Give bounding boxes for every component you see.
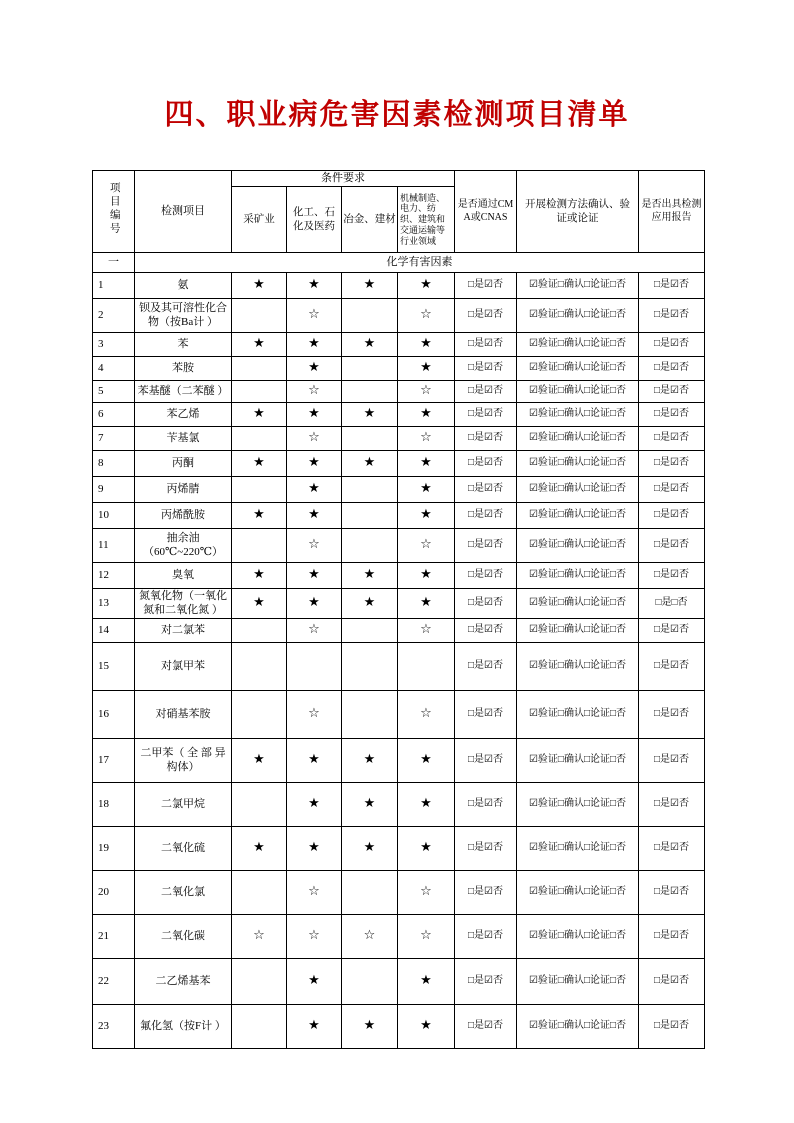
condition-cell-industry-2 — [342, 529, 398, 563]
cma-checkbox-cell[interactable]: □是☑否 — [455, 403, 517, 427]
report-checkbox-cell[interactable]: □是☑否 — [639, 299, 705, 333]
method-checkbox-cell[interactable]: ☑验证□确认□论证□否 — [517, 691, 639, 739]
condition-cell-industry-3: ☆ — [398, 871, 455, 915]
condition-cell-industry-2: ★ — [342, 827, 398, 871]
table-row — [93, 403, 705, 427]
condition-cell-industry-0: ★ — [232, 503, 287, 529]
condition-cell-industry-1: ★ — [287, 827, 342, 871]
condition-cell-industry-1: ☆ — [287, 427, 342, 451]
condition-cell-industry-3: ☆ — [398, 381, 455, 403]
method-checkbox-cell[interactable]: ☑验证□确认□论证□否 — [517, 477, 639, 503]
item-name-cell: 二氧化碳 — [135, 915, 232, 959]
item-name-cell: 氮氧化物（一氧化氮和二氧化氮 ） — [135, 589, 232, 619]
condition-cell-industry-2: ★ — [342, 451, 398, 477]
condition-cell-industry-2 — [342, 643, 398, 691]
report-checkbox-cell[interactable]: □是☑否 — [639, 619, 705, 643]
condition-cell-industry-0: ★ — [232, 827, 287, 871]
condition-cell-industry-2 — [342, 381, 398, 403]
cma-checkbox-cell[interactable]: □是☑否 — [455, 451, 517, 477]
row-number-cell: 6 — [93, 403, 135, 427]
condition-cell-industry-0 — [232, 959, 287, 1005]
condition-cell-industry-1: ★ — [287, 589, 342, 619]
column-header-item-number — [93, 171, 135, 253]
row-number-cell: 10 — [93, 503, 135, 529]
item-name-cell: 苄基氯 — [135, 427, 232, 451]
item-name-cell: 对氯甲苯 — [135, 643, 232, 691]
condition-cell-industry-0: ★ — [232, 273, 287, 299]
condition-cell-industry-1: ★ — [287, 273, 342, 299]
report-checkbox-cell[interactable]: □是☑否 — [639, 273, 705, 299]
condition-cell-industry-1: ★ — [287, 357, 342, 381]
table-row — [93, 739, 705, 783]
cma-checkbox-cell[interactable]: □是☑否 — [455, 563, 517, 589]
condition-cell-industry-3: ★ — [398, 1005, 455, 1049]
condition-cell-industry-0: ★ — [232, 333, 287, 357]
row-number-cell: 21 — [93, 915, 135, 959]
cma-checkbox-cell[interactable]: □是☑否 — [455, 739, 517, 783]
condition-cell-industry-2: ★ — [342, 589, 398, 619]
table-row — [93, 381, 705, 403]
method-checkbox-cell[interactable]: ☑验证□确认□论证□否 — [517, 915, 639, 959]
condition-cell-industry-0: ★ — [232, 451, 287, 477]
method-checkbox-cell[interactable]: ☑验证□确认□论证□否 — [517, 529, 639, 563]
item-name-cell: 丙烯酰胺 — [135, 503, 232, 529]
item-name-cell: 氨 — [135, 273, 232, 299]
method-checkbox-cell[interactable]: ☑验证□确认□论证□否 — [517, 403, 639, 427]
section-label-cell: 化学有害因素 — [135, 253, 705, 273]
table-row — [93, 451, 705, 477]
row-number-cell: 15 — [93, 643, 135, 691]
item-name-cell: 二乙烯基苯 — [135, 959, 232, 1005]
method-checkbox-cell[interactable]: ☑验证□确认□论证□否 — [517, 871, 639, 915]
cma-checkbox-cell[interactable]: □是☑否 — [455, 915, 517, 959]
row-number-cell: 4 — [93, 357, 135, 381]
cma-checkbox-cell[interactable]: □是☑否 — [455, 619, 517, 643]
condition-cell-industry-3: ★ — [398, 589, 455, 619]
row-number-cell: 16 — [93, 691, 135, 739]
condition-cell-industry-0 — [232, 619, 287, 643]
row-number-cell: 12 — [93, 563, 135, 589]
report-checkbox-cell[interactable]: □是☑否 — [639, 783, 705, 827]
item-name-cell: 丙烯腈 — [135, 477, 232, 503]
cma-checkbox-cell[interactable]: □是☑否 — [455, 871, 517, 915]
row-number-cell: 5 — [93, 381, 135, 403]
table-row — [93, 691, 705, 739]
condition-cell-industry-3: ☆ — [398, 529, 455, 563]
condition-cell-industry-3: ★ — [398, 333, 455, 357]
table-row — [93, 643, 705, 691]
row-number-cell: 1 — [93, 273, 135, 299]
condition-cell-industry-2 — [342, 477, 398, 503]
method-checkbox-cell[interactable]: ☑验证□确认□论证□否 — [517, 827, 639, 871]
condition-cell-industry-3: ★ — [398, 959, 455, 1005]
cma-checkbox-cell[interactable]: □是☑否 — [455, 299, 517, 333]
report-checkbox-cell[interactable]: □是☑否 — [639, 381, 705, 403]
method-checkbox-cell[interactable]: ☑验证□确认□论证□否 — [517, 739, 639, 783]
condition-cell-industry-0 — [232, 477, 287, 503]
condition-cell-industry-3: ☆ — [398, 619, 455, 643]
condition-cell-industry-3 — [398, 643, 455, 691]
condition-cell-industry-0 — [232, 299, 287, 333]
row-number-cell: 11 — [93, 529, 135, 563]
condition-cell-industry-0: ★ — [232, 403, 287, 427]
condition-cell-industry-1: ★ — [287, 333, 342, 357]
condition-cell-industry-0: ★ — [232, 589, 287, 619]
method-checkbox-cell[interactable]: ☑验证□确认□论证□否 — [517, 427, 639, 451]
report-checkbox-cell[interactable]: □是☑否 — [639, 451, 705, 477]
item-name-cell: 氟化氢（按F计 ） — [135, 1005, 232, 1049]
item-name-cell: 钡及其可溶性化合物（按Ba计 ） — [135, 299, 232, 333]
item-number-label: 项目编号 — [108, 182, 120, 237]
condition-cell-industry-0 — [232, 381, 287, 403]
condition-cell-industry-3: ★ — [398, 273, 455, 299]
method-checkbox-cell[interactable]: ☑验证□确认□论证□否 — [517, 503, 639, 529]
condition-cell-industry-2: ★ — [342, 739, 398, 783]
cma-checkbox-cell[interactable]: □是☑否 — [455, 333, 517, 357]
condition-cell-industry-0: ☆ — [232, 915, 287, 959]
header-row-top — [93, 171, 705, 187]
method-checkbox-cell[interactable]: ☑验证□确认□论证□否 — [517, 357, 639, 381]
condition-cell-industry-1: ★ — [287, 783, 342, 827]
cma-checkbox-cell[interactable]: □是☑否 — [455, 1005, 517, 1049]
item-name-cell: 二氯甲烷 — [135, 783, 232, 827]
item-name-cell: 二氧化氯 — [135, 871, 232, 915]
row-number-cell: 22 — [93, 959, 135, 1005]
report-checkbox-cell[interactable]: □是☑否 — [639, 477, 705, 503]
column-header-cma-cnas: 是否通过CMA或CNAS — [455, 171, 517, 253]
condition-cell-industry-3: ★ — [398, 503, 455, 529]
row-number-cell: 23 — [93, 1005, 135, 1049]
condition-cell-industry-1: ☆ — [287, 871, 342, 915]
condition-cell-industry-1: ☆ — [287, 619, 342, 643]
method-checkbox-cell[interactable]: ☑验证□确认□论证□否 — [517, 1005, 639, 1049]
method-checkbox-cell[interactable]: ☑验证□确认□论证□否 — [517, 299, 639, 333]
method-checkbox-cell[interactable]: ☑验证□确认□论证□否 — [517, 783, 639, 827]
condition-cell-industry-3: ☆ — [398, 427, 455, 451]
condition-cell-industry-0 — [232, 529, 287, 563]
report-checkbox-cell[interactable]: □是☑否 — [639, 643, 705, 691]
condition-cell-industry-3: ☆ — [398, 915, 455, 959]
method-checkbox-cell[interactable]: ☑验证□确认□论证□否 — [517, 451, 639, 477]
cma-checkbox-cell[interactable]: □是☑否 — [455, 427, 517, 451]
table-row — [93, 333, 705, 357]
condition-cell-industry-1: ☆ — [287, 299, 342, 333]
column-header-method-confirm: 开展检测方法确认、验证或论证 — [517, 171, 639, 253]
table-row — [93, 959, 705, 1005]
condition-cell-industry-1: ★ — [287, 503, 342, 529]
condition-cell-industry-1: ★ — [287, 451, 342, 477]
method-checkbox-cell[interactable]: ☑验证□确认□论证□否 — [517, 273, 639, 299]
item-name-cell: 苯胺 — [135, 357, 232, 381]
item-name-cell: 二甲苯（ 全 部 异构体） — [135, 739, 232, 783]
row-number-cell: 13 — [93, 589, 135, 619]
condition-cell-industry-1: ★ — [287, 959, 342, 1005]
column-header-report: 是否出具检测应用报告 — [639, 171, 705, 253]
row-number-cell: 18 — [93, 783, 135, 827]
condition-cell-industry-3: ★ — [398, 827, 455, 871]
condition-cell-industry-3: ☆ — [398, 299, 455, 333]
report-checkbox-cell[interactable]: □是☑否 — [639, 871, 705, 915]
condition-cell-industry-2 — [342, 357, 398, 381]
row-number-cell: 9 — [93, 477, 135, 503]
condition-cell-industry-3: ★ — [398, 451, 455, 477]
report-checkbox-cell[interactable]: □是☑否 — [639, 357, 705, 381]
table-row — [93, 827, 705, 871]
condition-cell-industry-3: ★ — [398, 357, 455, 381]
item-name-cell: 抽余油（60℃~220℃） — [135, 529, 232, 563]
report-checkbox-cell[interactable]: □是☑否 — [639, 427, 705, 451]
table-row — [93, 357, 705, 381]
condition-cell-industry-3: ☆ — [398, 691, 455, 739]
item-name-cell: 二氧化硫 — [135, 827, 232, 871]
condition-cell-industry-2 — [342, 619, 398, 643]
method-checkbox-cell[interactable]: ☑验证□确认□论证□否 — [517, 333, 639, 357]
table-row — [93, 477, 705, 503]
cma-checkbox-cell[interactable]: □是☑否 — [455, 357, 517, 381]
section-row-chemical — [93, 253, 705, 273]
cma-checkbox-cell[interactable]: □是☑否 — [455, 589, 517, 619]
report-checkbox-cell[interactable]: □是☑否 — [639, 333, 705, 357]
row-number-cell: 7 — [93, 427, 135, 451]
table-row — [93, 871, 705, 915]
method-checkbox-cell[interactable]: ☑验证□确认□论证□否 — [517, 643, 639, 691]
column-header-industry-3: 机械制造、电力、纺织、建筑和交通运输等行业领域 — [398, 187, 455, 253]
condition-cell-industry-2 — [342, 427, 398, 451]
cma-checkbox-cell[interactable]: □是☑否 — [455, 477, 517, 503]
column-header-condition: 条件要求 — [232, 171, 455, 187]
condition-cell-industry-2 — [342, 503, 398, 529]
cma-checkbox-cell[interactable]: □是☑否 — [455, 827, 517, 871]
table-row — [93, 563, 705, 589]
table-row — [93, 589, 705, 619]
table-row — [93, 915, 705, 959]
condition-cell-industry-2 — [342, 691, 398, 739]
cma-checkbox-cell[interactable]: □是☑否 — [455, 691, 517, 739]
table-row — [93, 529, 705, 563]
row-number-cell: 19 — [93, 827, 135, 871]
report-checkbox-cell[interactable]: □是☑否 — [639, 959, 705, 1005]
condition-cell-industry-2: ★ — [342, 273, 398, 299]
report-checkbox-cell[interactable]: □是☑否 — [639, 915, 705, 959]
condition-cell-industry-1: ★ — [287, 563, 342, 589]
condition-cell-industry-1: ★ — [287, 403, 342, 427]
condition-cell-industry-1 — [287, 643, 342, 691]
condition-cell-industry-1: ☆ — [287, 529, 342, 563]
report-checkbox-cell[interactable]: □是☑否 — [639, 503, 705, 529]
item-name-cell: 苯基醚（二苯醚 ） — [135, 381, 232, 403]
column-header-industry-1: 化工、石化及医药 — [287, 187, 342, 253]
condition-cell-industry-1: ☆ — [287, 915, 342, 959]
row-number-cell: 3 — [93, 333, 135, 357]
condition-cell-industry-1: ★ — [287, 739, 342, 783]
condition-cell-industry-1: ★ — [287, 477, 342, 503]
report-checkbox-cell[interactable]: □是□否 — [639, 589, 705, 619]
condition-cell-industry-2: ☆ — [342, 915, 398, 959]
table-row — [93, 619, 705, 643]
row-number-cell: 8 — [93, 451, 135, 477]
item-name-cell: 臭氧 — [135, 563, 232, 589]
method-checkbox-cell[interactable]: ☑验证□确认□论证□否 — [517, 381, 639, 403]
cma-checkbox-cell[interactable]: □是☑否 — [455, 381, 517, 403]
condition-cell-industry-1: ★ — [287, 1005, 342, 1049]
report-checkbox-cell[interactable]: □是☑否 — [639, 563, 705, 589]
cma-checkbox-cell[interactable]: □是☑否 — [455, 783, 517, 827]
cma-checkbox-cell[interactable]: □是☑否 — [455, 959, 517, 1005]
condition-cell-industry-0 — [232, 1005, 287, 1049]
column-header-industry-0: 采矿业 — [232, 187, 287, 253]
item-name-cell: 丙酮 — [135, 451, 232, 477]
column-header-industry-2: 冶金、建材 — [342, 187, 398, 253]
report-checkbox-cell[interactable]: □是☑否 — [639, 529, 705, 563]
method-checkbox-cell[interactable]: ☑验证□确认□论证□否 — [517, 589, 639, 619]
condition-cell-industry-2 — [342, 871, 398, 915]
condition-cell-industry-0 — [232, 691, 287, 739]
cma-checkbox-cell[interactable]: □是☑否 — [455, 643, 517, 691]
report-checkbox-cell[interactable]: □是☑否 — [639, 403, 705, 427]
report-checkbox-cell[interactable]: □是☑否 — [639, 1005, 705, 1049]
condition-cell-industry-0: ★ — [232, 563, 287, 589]
report-checkbox-cell[interactable]: □是☑否 — [639, 739, 705, 783]
table-row — [93, 427, 705, 451]
section-number-cell: 一 — [93, 253, 135, 273]
condition-cell-industry-1: ☆ — [287, 381, 342, 403]
condition-cell-industry-2: ★ — [342, 1005, 398, 1049]
row-number-cell: 17 — [93, 739, 135, 783]
item-name-cell: 对硝基苯胺 — [135, 691, 232, 739]
condition-cell-industry-0 — [232, 427, 287, 451]
condition-cell-industry-0 — [232, 357, 287, 381]
table-row — [93, 783, 705, 827]
page-title: 四、职业病危害因素检测项目清单 — [164, 99, 630, 131]
table-row — [93, 299, 705, 333]
method-checkbox-cell[interactable]: ☑验证□确认□论证□否 — [517, 563, 639, 589]
condition-cell-industry-3: ★ — [398, 563, 455, 589]
condition-cell-industry-0 — [232, 871, 287, 915]
row-number-cell: 2 — [93, 299, 135, 333]
cma-checkbox-cell[interactable]: □是☑否 — [455, 503, 517, 529]
report-checkbox-cell[interactable]: □是☑否 — [639, 691, 705, 739]
table-row — [93, 503, 705, 529]
table-row — [93, 1005, 705, 1049]
report-checkbox-cell[interactable]: □是☑否 — [639, 827, 705, 871]
table-row — [93, 273, 705, 299]
column-header-item-name: 检测项目 — [135, 171, 232, 253]
condition-cell-industry-0 — [232, 783, 287, 827]
condition-cell-industry-0: ★ — [232, 739, 287, 783]
condition-cell-industry-3: ★ — [398, 783, 455, 827]
item-name-cell: 苯 — [135, 333, 232, 357]
row-number-cell: 20 — [93, 871, 135, 915]
method-checkbox-cell[interactable]: ☑验证□确认□论证□否 — [517, 959, 639, 1005]
condition-cell-industry-2: ★ — [342, 403, 398, 427]
condition-cell-industry-1: ☆ — [287, 691, 342, 739]
item-name-cell: 苯乙烯 — [135, 403, 232, 427]
condition-cell-industry-3: ★ — [398, 739, 455, 783]
condition-cell-industry-2: ★ — [342, 563, 398, 589]
cma-checkbox-cell[interactable]: □是☑否 — [455, 273, 517, 299]
item-name-cell: 对二氯苯 — [135, 619, 232, 643]
row-number-cell: 14 — [93, 619, 135, 643]
condition-cell-industry-0 — [232, 643, 287, 691]
condition-cell-industry-2: ★ — [342, 333, 398, 357]
detection-items-table — [92, 170, 705, 1049]
condition-cell-industry-3: ★ — [398, 477, 455, 503]
condition-cell-industry-2 — [342, 959, 398, 1005]
condition-cell-industry-2 — [342, 299, 398, 333]
cma-checkbox-cell[interactable]: □是☑否 — [455, 529, 517, 563]
method-checkbox-cell[interactable]: ☑验证□确认□论证□否 — [517, 619, 639, 643]
condition-cell-industry-3: ★ — [398, 403, 455, 427]
condition-cell-industry-2: ★ — [342, 783, 398, 827]
